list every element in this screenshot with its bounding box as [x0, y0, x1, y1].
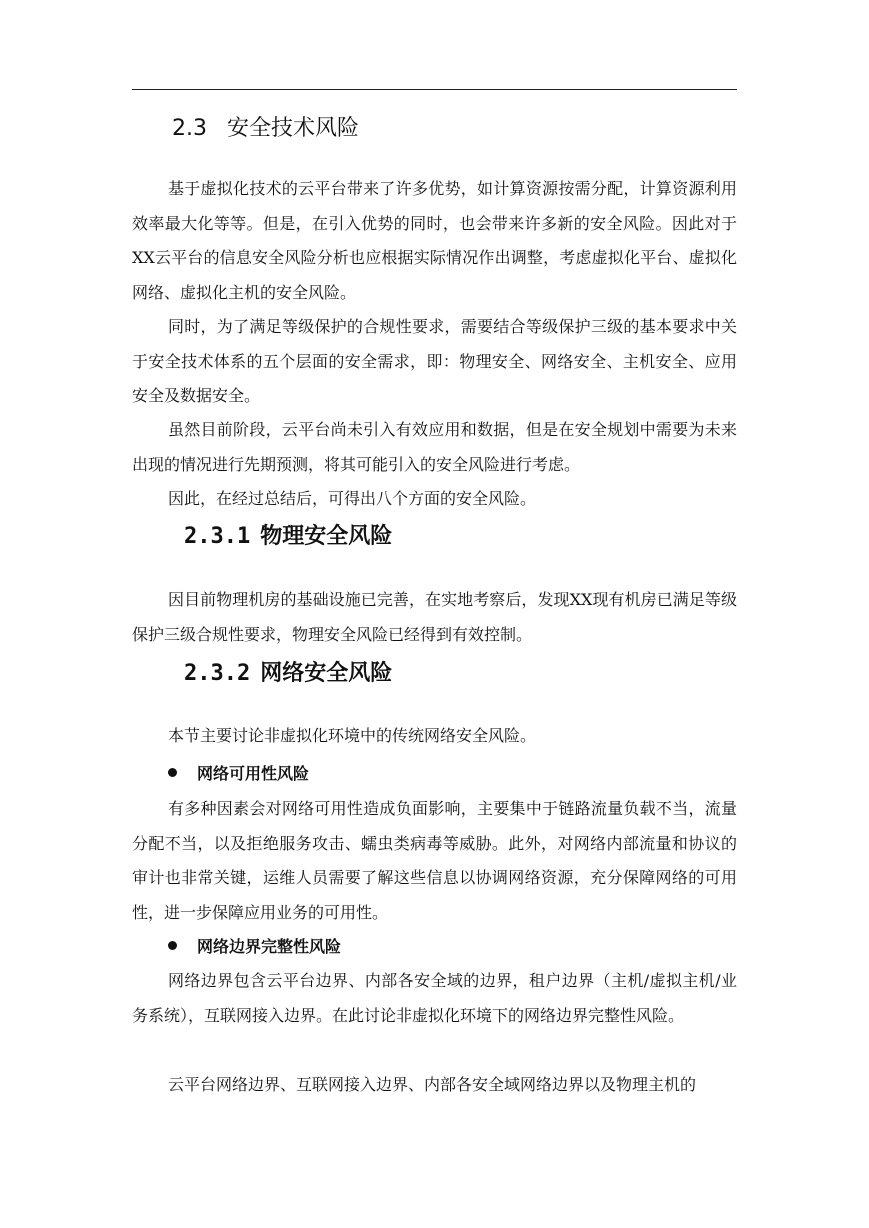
physical-paragraph: 因目前物理机房的基础设施已完善，在实地考察后，发现XX现有机房已满足等级保护三级合规性要求，物理安全风险已经得到有效控制。 [132, 590, 737, 644]
section-number: 2.3 [172, 116, 207, 141]
subsection-number: 2.3.1 [184, 524, 251, 549]
network-boundary-paragraph-2: 云平台网络边界、互联网接入边界、内部各安全域网络边界以及物理主机的 [168, 1075, 697, 1094]
intro-paragraph-3: 虽然目前阶段，云平台尚未引入有效应用和数据，但是在安全规划中需要为未来出现的情况进行先期预测，将其可能引入的安全风险进行考虑。 [132, 420, 737, 474]
network-boundary-paragraph-1: 网络边界包含云平台边界、内部各安全域的边界，租户边界（主机/虚拟主机/业务系统），互联网接入边界。在此讨论非虚拟化环境下的网络边界完整性风险。 [132, 971, 737, 1025]
intro-paragraph-4: 因此，在经过总结后，可得出八个方面的安全风险。 [168, 489, 537, 508]
bullet-label: 网络可用性风险 [197, 764, 310, 783]
bullet-dot-icon [168, 941, 177, 950]
network-intro-paragraph: 本节主要讨论非虚拟化环境中的传统网络安全风险。 [168, 726, 537, 745]
bullet-label: 网络边界完整性风险 [197, 937, 342, 956]
subsection-number: 2.3.2 [184, 661, 251, 686]
subsection-title: 网络安全风险 [260, 661, 393, 686]
intro-paragraph-1: 基于虚拟化技术的云平台带来了许多优势，如计算资源按需分配，计算资源利用效率最大化等等。但是，在引入优势的同时，也会带来许多新的安全风险。因此对于XX云平台的信息安全风险分析也应根据实际情况作出调整，考虑虚拟化平台、虚拟化网络、虚拟化主机的安全风险。 [132, 179, 737, 302]
subsection-title: 物理安全风险 [260, 524, 393, 549]
bullet-network-boundary [168, 930, 341, 964]
bullet-network-availability [168, 757, 309, 791]
header-rule [132, 89, 737, 90]
subsection-heading-network [184, 657, 392, 691]
bullet-dot-icon [168, 768, 177, 777]
network-availability-paragraph: 有多种因素会对网络可用性造成负面影响，主要集中于链路流量负载不当，流量分配不当，以及拒绝服务攻击、蠕虫类病毒等威胁。此外，对网络内部流量和协议的审计也非常关键，运维人员需要了解这些信息以协调网络资源，充分保障网络的可用性，进一步保障应用业务的可用性。 [132, 799, 737, 922]
intro-paragraph-2: 同时，为了满足等级保护的合规性要求，需要结合等级保护三级的基本要求中关于安全技术体系的五个层面的安全需求，即：物理安全、网络安全、主机安全、应用安全及数据安全。 [132, 317, 737, 405]
subsection-heading-physical [184, 520, 392, 554]
section-heading [172, 112, 359, 146]
section-title: 安全技术风险 [227, 116, 360, 141]
